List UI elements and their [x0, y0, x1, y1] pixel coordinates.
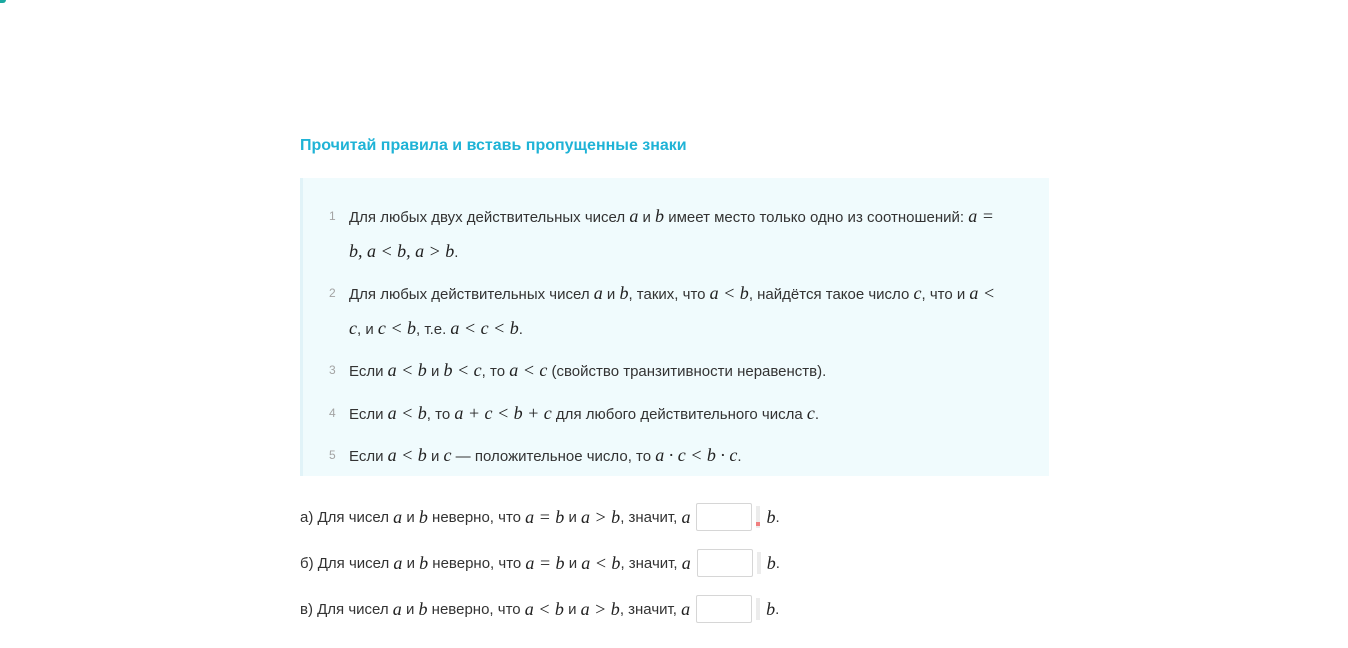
task-block [300, 134, 1050, 476]
exercise-row [300, 546, 1050, 580]
exercise-text: неверно, что [428, 554, 526, 572]
math: a < [969, 283, 996, 303]
rule-text: Если [349, 405, 388, 423]
exercise-row [300, 500, 1050, 534]
rule-number: 2 [329, 286, 336, 300]
exercise-text: и [401, 600, 419, 618]
rule-text: , то [481, 363, 510, 380]
math: a > b [581, 506, 621, 527]
rules-box [300, 178, 1049, 476]
math: a < b [387, 445, 427, 465]
rule-text: для любого действительного числа [551, 405, 807, 423]
rule-item [323, 439, 1025, 474]
rule-text: , и [357, 320, 378, 338]
math: b [766, 552, 776, 573]
rule-text: , то [426, 405, 455, 423]
rule-text: , найдётся такое число [748, 286, 914, 303]
math: c [913, 283, 922, 303]
task-title: Прочитай правила и вставь пропущенные знаки [300, 137, 687, 154]
math: a · c < b · c [655, 445, 738, 465]
exercise-row [300, 592, 1050, 626]
math: a [681, 598, 691, 619]
math: a [593, 283, 603, 303]
math: a < b [524, 598, 564, 619]
rule-text: и [638, 209, 656, 226]
math: a [392, 598, 402, 619]
math: b [419, 552, 429, 573]
exercise-text: , значит, [620, 508, 682, 526]
rule-text: . [518, 320, 523, 338]
answer-input-a[interactable] [696, 503, 752, 531]
gap-marker [757, 552, 761, 574]
rule-text: . [737, 448, 742, 465]
math: a [393, 552, 403, 573]
math: b, a < b, a > b [349, 240, 455, 261]
exercise-text: и [402, 508, 419, 526]
exercise-text: , значит, [620, 554, 682, 572]
math: a < b [387, 360, 427, 380]
rule-text: и [426, 363, 444, 380]
exercise-text: неверно, что [427, 600, 525, 618]
math: b [766, 598, 776, 619]
exercise-text: . [775, 554, 780, 572]
exercise-text: б) Для чисел [300, 554, 394, 572]
math: a = b [525, 506, 565, 527]
rule-text: имеет место только одно из соотношений: [664, 209, 969, 226]
exercise-text: а) Для чисел [300, 508, 394, 526]
math: a [629, 206, 639, 226]
rule-text: , т.е. [416, 320, 451, 338]
math: a < c [509, 360, 548, 380]
exercise-text: и [564, 508, 582, 526]
rule-text: — положительное число, то [451, 448, 656, 465]
math: c [806, 402, 815, 423]
math: a [681, 552, 691, 573]
rule-text: . [454, 243, 459, 261]
rule-text: Для любых двух действительных чисел [349, 209, 630, 226]
rules-list [323, 200, 1025, 474]
rule-text: Для любых действительных чисел [349, 286, 594, 303]
validation-marker [756, 506, 760, 528]
math: c < b [377, 317, 417, 338]
exercise-text: и [563, 600, 581, 618]
rule-number: 4 [329, 405, 336, 420]
rule-number: 3 [329, 363, 336, 377]
exercise-text: и [402, 554, 420, 572]
rule-text: , что и [921, 286, 970, 303]
rule-text: Если [349, 363, 388, 380]
exercise-text: . [775, 508, 780, 526]
math: b < c [443, 360, 482, 380]
rule-text: , таких, что [628, 286, 710, 303]
math: a < b [709, 283, 749, 303]
math: a [681, 506, 691, 527]
rule-item [323, 200, 1025, 269]
math: b [418, 506, 428, 527]
math: a + c < b + c [454, 402, 552, 423]
rule-number: 5 [329, 448, 336, 462]
rule-text: и [426, 448, 444, 465]
answer-input-b[interactable] [697, 549, 753, 577]
gap-marker [756, 598, 760, 620]
math: b [619, 283, 629, 303]
math: c [443, 445, 452, 465]
rule-text: . [814, 405, 820, 423]
exercise-text: в) Для чисел [300, 600, 393, 618]
math: a < b [581, 552, 621, 573]
rule-item [323, 354, 1025, 389]
math: b [766, 506, 776, 527]
math: a = b [525, 552, 565, 573]
exercise-text: , значит, [619, 600, 682, 618]
math: a [393, 506, 403, 527]
exercise-text: и [564, 554, 582, 572]
rule-item [323, 397, 1025, 432]
math: b [418, 598, 428, 619]
math: a < c < b [450, 317, 519, 338]
rule-item [323, 277, 1025, 346]
exercise-text: . [775, 600, 780, 618]
answer-input-c[interactable] [696, 595, 752, 623]
corner-accent [0, 0, 6, 3]
math: c [349, 317, 357, 338]
math: a > b [580, 598, 620, 619]
math: a < b [387, 402, 427, 423]
rule-number: 1 [329, 209, 336, 223]
math: b [655, 206, 665, 226]
exercises [300, 500, 1050, 638]
exercise-text: неверно, что [427, 508, 526, 526]
rule-text: и [602, 286, 620, 303]
rule-text: Если [349, 448, 388, 465]
rule-text: (свойство транзитивности неравенств). [547, 363, 827, 380]
math: a = [968, 206, 994, 226]
